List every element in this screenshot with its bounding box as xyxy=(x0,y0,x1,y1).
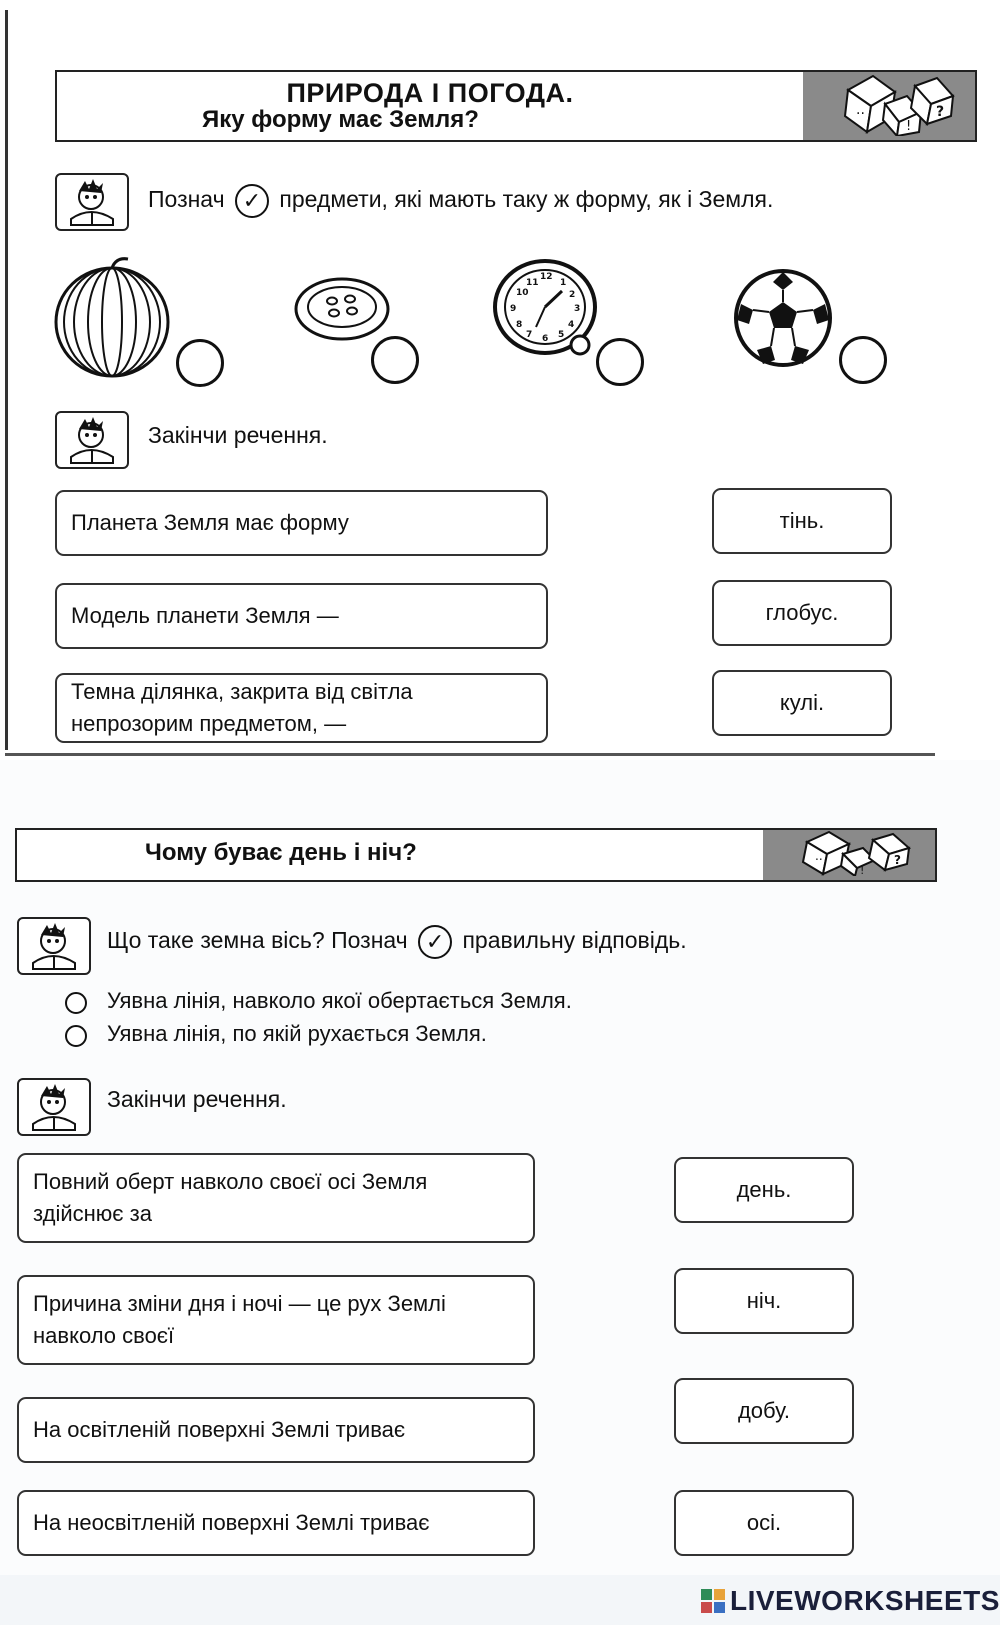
child-reading-icon xyxy=(19,1080,89,1134)
watermelon-image xyxy=(52,255,177,380)
liveworksheets-logo xyxy=(700,1585,1000,1617)
svg-text:1: 1 xyxy=(560,278,567,288)
answer-tile[interactable]: тінь. xyxy=(712,488,892,554)
section1-subtitle: Яку форму має Земля? xyxy=(202,106,479,133)
sentence-box: Планета Земля має форму xyxy=(55,490,548,556)
instruction-text-after: правильну відповідь. xyxy=(462,927,687,954)
answer-circle-watermelon[interactable] xyxy=(176,339,224,387)
svg-text:..: .. xyxy=(815,849,823,863)
dice-icon xyxy=(803,72,975,136)
section1-header xyxy=(55,70,977,142)
section-divider xyxy=(5,753,935,756)
sentence-box: На неосвітленій поверхні Землі триває xyxy=(17,1490,535,1556)
header-dice-panel xyxy=(803,72,975,140)
answer-circle-button[interactable] xyxy=(371,336,419,384)
svg-text:3: 3 xyxy=(574,304,581,314)
sentence-box: Модель планети Земля — xyxy=(55,583,548,649)
section1-task1-instruction xyxy=(148,184,773,218)
instruction-text-after: предмети, які мають таку ж форму, як і Земля. xyxy=(279,186,774,213)
svg-text:12: 12 xyxy=(540,272,553,282)
answer-tile[interactable]: кулі. xyxy=(712,670,892,736)
svg-text:7: 7 xyxy=(526,330,533,340)
dice-icon xyxy=(763,830,935,876)
answer-circle-watch[interactable] xyxy=(596,338,644,386)
svg-text:!: ! xyxy=(860,864,865,876)
answer-tile[interactable]: осі. xyxy=(674,1490,854,1556)
section1-title: ПРИРОДА І ПОГОДА. xyxy=(286,78,574,108)
section2-title: Чому буває день і ніч? xyxy=(145,839,417,866)
header-dice-panel xyxy=(763,830,935,880)
answer-tile[interactable]: добу. xyxy=(674,1378,854,1444)
option-label-2: Уявна лінія, по якій рухається Земля. xyxy=(107,1021,487,1046)
instruction-text-before: Що таке земна вісь? Познач xyxy=(107,927,408,954)
option-radio-2[interactable] xyxy=(65,1025,87,1047)
svg-text:4: 4 xyxy=(568,320,575,330)
child-reading-icon xyxy=(19,919,89,973)
instruction-text-before: Познач xyxy=(148,186,225,213)
svg-text:6: 6 xyxy=(542,334,549,344)
task-icon xyxy=(17,1078,91,1136)
svg-text:9: 9 xyxy=(510,304,517,314)
sentence-box: Повний оберт навколо своєї осі Земля здійснює за xyxy=(17,1153,535,1243)
svg-text:!: ! xyxy=(906,119,912,134)
answer-circle-ball[interactable] xyxy=(839,336,887,384)
svg-text:?: ? xyxy=(936,104,945,120)
section1-header-text xyxy=(57,72,803,136)
svg-text:5: 5 xyxy=(558,330,565,340)
logo-text: LIVEWORKSHEETS xyxy=(730,1585,1000,1616)
section2-task2-instruction: Закінчи речення. xyxy=(107,1086,287,1112)
sentence-box: На освітленій поверхні Землі триває xyxy=(17,1397,535,1463)
svg-text:11: 11 xyxy=(526,278,539,288)
sentence-box: Темна ділянка, закрита від світла непрозорим предметом, — xyxy=(55,673,548,743)
task-icon xyxy=(55,411,129,469)
pocket-watch-image xyxy=(490,255,605,365)
svg-text:?: ? xyxy=(894,853,901,867)
check-icon: ✓ xyxy=(418,925,452,959)
page-left-border xyxy=(5,10,8,750)
option-label-1: Уявна лінія, навколо якої обертається Земля. xyxy=(107,988,572,1013)
svg-text:10: 10 xyxy=(516,288,529,298)
task-icon xyxy=(55,173,129,231)
section1-task2-instruction: Закінчи речення. xyxy=(148,422,328,448)
check-icon: ✓ xyxy=(235,184,269,218)
section2-header xyxy=(15,828,937,882)
svg-text:2: 2 xyxy=(569,290,576,300)
child-reading-icon xyxy=(57,413,127,467)
svg-text:..: .. xyxy=(856,102,865,118)
task-icon xyxy=(17,917,91,975)
option-radio-1[interactable] xyxy=(65,992,87,1014)
answer-tile[interactable]: глобус. xyxy=(712,580,892,646)
child-reading-icon xyxy=(57,175,127,229)
logo-icon xyxy=(700,1588,726,1614)
section2-task1-instruction xyxy=(107,925,687,959)
svg-text:8: 8 xyxy=(516,320,523,330)
sentence-box: Причина зміни дня і ночі — це рух Землі навколо своєї xyxy=(17,1275,535,1365)
answer-tile[interactable]: ніч. xyxy=(674,1268,854,1334)
soccer-ball-image xyxy=(733,268,833,368)
button-image xyxy=(292,273,392,343)
answer-tile[interactable]: день. xyxy=(674,1157,854,1223)
